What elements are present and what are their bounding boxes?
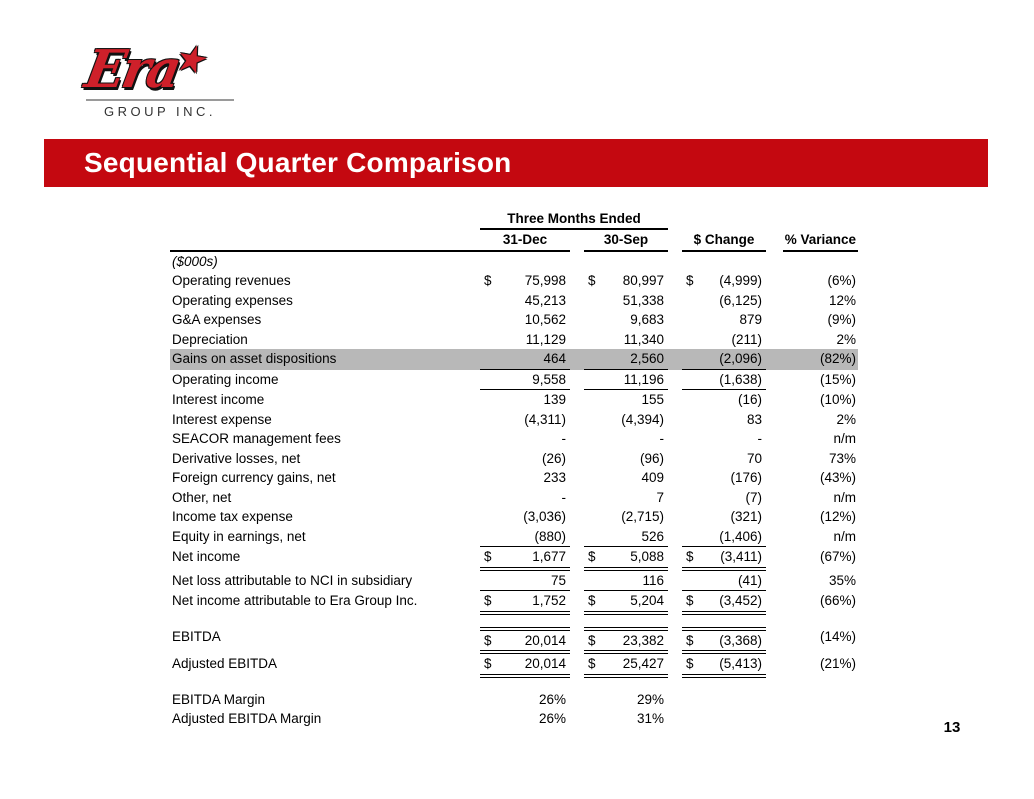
row-label: EBITDA (172, 628, 221, 644)
value-text: 80,997 (622, 273, 664, 288)
cell-value (480, 654, 570, 678)
cell-variance: n/m (833, 528, 856, 544)
col-gap (668, 709, 682, 729)
dollar-sign: $ (686, 593, 694, 608)
value-text: - (757, 431, 762, 446)
col-gap (570, 429, 584, 449)
col-gap (668, 349, 682, 370)
cell-variance: (82%) (766, 349, 858, 370)
value-text: 5,204 (630, 593, 664, 608)
value-text: 11,196 (623, 371, 664, 387)
cell-value (584, 527, 668, 548)
value-text: - (561, 489, 566, 505)
cell-value (584, 330, 668, 350)
cell-value (584, 709, 668, 729)
cell-value (682, 330, 766, 350)
col-gap (570, 271, 584, 291)
col-gap (668, 271, 682, 291)
col-gap (668, 410, 682, 430)
cell-value (682, 390, 766, 410)
star-icon: ★ (171, 38, 210, 80)
cell-value (584, 654, 668, 678)
row-label: Net income (172, 549, 241, 564)
dollar-sign: $ (588, 632, 596, 648)
cell-variance: (67%) (819, 549, 856, 564)
cell-value (584, 410, 668, 430)
cell-value (682, 547, 766, 571)
col-gap (570, 571, 584, 592)
col-gap (570, 527, 584, 548)
value-text: 7 (656, 489, 664, 505)
cell-value (480, 271, 570, 291)
value-text: (176) (730, 470, 762, 485)
cell-value (480, 527, 570, 548)
page-title: Sequential Quarter Comparison (84, 147, 512, 178)
cell-value (682, 410, 766, 430)
cell-value (584, 690, 668, 710)
cell-value (480, 330, 570, 350)
row-spacer (170, 678, 858, 690)
col-gap (570, 507, 584, 527)
cell-value (480, 310, 570, 330)
col-gap (570, 310, 584, 330)
row-label: Equity in earnings, net (172, 528, 306, 544)
cell-value (480, 291, 570, 311)
cell-value (480, 370, 570, 391)
col-gap (668, 591, 682, 615)
value-text: 20,014 (524, 632, 566, 648)
value-text: 83 (746, 411, 762, 427)
row-label: Net income attributable to Era Group Inc. (172, 593, 418, 608)
row-label: Interest expense (172, 411, 272, 427)
cell-variance: 73% (828, 450, 856, 466)
row-label: SEACOR management fees (172, 431, 341, 446)
col-gap (668, 468, 682, 488)
cell-variance: (15%) (819, 371, 856, 387)
col-gap (668, 310, 682, 330)
row-label: Net loss attributable to NCI in subsidiary (172, 572, 413, 588)
cell-value (480, 591, 570, 615)
dollar-sign: $ (484, 273, 492, 288)
cell-variance: 2% (836, 411, 856, 427)
value-text: 1,677 (532, 549, 566, 564)
logo-subtitle: GROUP INC. (103, 104, 217, 119)
row-label: Income tax expense (172, 509, 293, 524)
row-label: EBITDA Margin (172, 691, 266, 707)
value-text: (1,638) (719, 371, 762, 387)
value-text: 51,338 (622, 292, 664, 308)
cell-variance: 12% (828, 292, 856, 308)
financial-table (170, 206, 858, 729)
cell-variance: (66%) (819, 593, 856, 608)
logo-brand-text: Era (80, 39, 184, 100)
col-gap (668, 370, 682, 391)
dollar-sign: $ (588, 593, 596, 608)
row-label: G&A expenses (172, 312, 262, 327)
row-label: Gains on asset dispositions (170, 349, 480, 370)
value-text: 139 (543, 392, 566, 407)
value-text: 26% (538, 691, 566, 707)
value-text: 11,340 (623, 331, 664, 347)
value-text: (7) (745, 489, 762, 505)
dollar-sign: $ (588, 273, 596, 288)
cell-value (480, 709, 570, 729)
cell-value (584, 571, 668, 592)
value-text: (3,452) (719, 593, 762, 608)
value-text: 10,562 (524, 312, 566, 327)
cell-value (480, 488, 570, 508)
cell-value (584, 390, 668, 410)
cell-variance: (9%) (827, 312, 856, 327)
col-header-31-dec: 31-Dec (480, 230, 570, 252)
col-gap (570, 330, 584, 350)
cell-value (584, 349, 668, 370)
value-text: 11,129 (525, 331, 566, 347)
cell-value (584, 488, 668, 508)
col-header-30-sep: 30-Sep (584, 230, 668, 252)
value-text: (96) (639, 450, 664, 466)
cell-value (480, 429, 570, 449)
value-text: 31% (636, 711, 664, 726)
value-text: 75 (550, 572, 566, 588)
cell-value (682, 571, 766, 592)
cell-value (584, 271, 668, 291)
cell-value (682, 370, 766, 391)
cell-value (682, 527, 766, 548)
dollar-sign: $ (686, 549, 694, 564)
cell-variance: (10%) (819, 392, 856, 407)
value-text: - (659, 431, 664, 446)
units-note: ($000s) (172, 253, 218, 269)
value-text: 116 (642, 572, 664, 588)
col-gap (668, 690, 682, 710)
value-text: 25,427 (622, 656, 664, 671)
col-gap (570, 349, 584, 370)
col-gap (668, 291, 682, 311)
row-label: Operating expenses (172, 292, 293, 308)
cell-value (682, 310, 766, 330)
col-gap (668, 571, 682, 592)
row-label: Derivative losses, net (172, 450, 301, 466)
row-label: Depreciation (172, 331, 248, 347)
dollar-sign: $ (686, 656, 694, 671)
cell-value (584, 291, 668, 311)
col-gap (570, 410, 584, 430)
cell-variance: n/m (833, 489, 856, 505)
cell-variance (766, 709, 858, 729)
dollar-sign: $ (686, 632, 694, 648)
col-gap (570, 690, 584, 710)
value-text: 2,560 (630, 351, 664, 366)
group-header: Three Months Ended (480, 206, 668, 230)
value-text: (3,411) (720, 549, 762, 564)
row-label: Adjusted EBITDA (172, 656, 278, 671)
row-label: Operating revenues (172, 273, 291, 288)
value-text: (4,999) (719, 273, 762, 288)
value-text: (41) (737, 572, 762, 588)
col-gap (570, 468, 584, 488)
cell-value (480, 349, 570, 370)
cell-variance: (14%) (819, 628, 856, 644)
cell-value (682, 690, 766, 710)
col-gap (668, 330, 682, 350)
cell-value (682, 271, 766, 291)
value-text: 879 (739, 312, 762, 327)
value-text: (26) (541, 450, 566, 466)
cell-value (584, 370, 668, 391)
dollar-sign: $ (484, 656, 492, 671)
col-gap (668, 654, 682, 678)
row-label: Other, net (172, 489, 232, 505)
era-logo (80, 38, 246, 119)
col-gap (668, 429, 682, 449)
cell-value (682, 429, 766, 449)
row-label: Foreign currency gains, net (172, 470, 336, 485)
value-text: 75,998 (524, 273, 566, 288)
value-text: (321) (730, 509, 762, 524)
value-text: (4,394) (621, 411, 664, 427)
cell-value (682, 627, 766, 655)
col-gap (570, 390, 584, 410)
value-text: 70 (746, 450, 762, 466)
col-gap (570, 709, 584, 729)
col-header-dollar-change: $ Change (682, 230, 766, 252)
dollar-sign: $ (484, 549, 492, 564)
logo-wordmark (80, 38, 250, 100)
value-text: (5,413) (719, 656, 762, 671)
col-gap (570, 291, 584, 311)
col-gap (668, 507, 682, 527)
value-text: (1,406) (719, 528, 762, 544)
col-header-percent-variance (766, 230, 858, 252)
cell-value (584, 468, 668, 488)
cell-variance: (43%) (819, 470, 856, 485)
value-text: (2,715) (621, 509, 664, 524)
dollar-sign: $ (484, 593, 492, 608)
value-text: (4,311) (524, 411, 566, 427)
cell-variance: (12%) (819, 509, 856, 524)
col-header-percent-variance-label: % Variance (783, 230, 858, 252)
dollar-sign: $ (588, 656, 596, 671)
value-text: (2,096) (719, 351, 762, 366)
cell-value (682, 709, 766, 729)
value-text: 23,382 (622, 632, 664, 648)
cell-value (682, 507, 766, 527)
value-text: 20,014 (524, 656, 566, 671)
value-text: 5,088 (630, 549, 664, 564)
cell-variance: 35% (828, 572, 856, 588)
value-text: 409 (641, 470, 664, 485)
cell-variance: (6%) (827, 273, 856, 288)
value-text: 1,752 (532, 593, 566, 608)
row-label: Interest income (172, 392, 265, 407)
value-text: 464 (543, 351, 566, 366)
cell-variance: n/m (833, 431, 856, 446)
title-banner (44, 139, 988, 187)
col-gap (668, 527, 682, 548)
cell-value (682, 291, 766, 311)
cell-value (584, 547, 668, 571)
col-gap (668, 449, 682, 469)
col-gap (570, 488, 584, 508)
row-label: Operating income (172, 371, 279, 387)
value-text: 9,558 (532, 371, 566, 387)
value-text: (6,125) (719, 292, 762, 308)
col-gap (570, 449, 584, 469)
dollar-sign: $ (588, 549, 596, 564)
value-text: 29% (636, 691, 664, 707)
dollar-sign: $ (484, 632, 492, 648)
cell-value (480, 410, 570, 430)
cell-value (682, 654, 766, 678)
cell-value (480, 449, 570, 469)
header-underline (170, 230, 480, 252)
value-text: (3,368) (719, 632, 762, 648)
col-gap (570, 654, 584, 678)
col-gap (668, 547, 682, 571)
cell-variance (766, 690, 858, 710)
col-gap (668, 488, 682, 508)
value-text: 9,683 (630, 312, 664, 327)
value-text: - (561, 431, 566, 446)
value-text: (880) (534, 528, 566, 544)
col-gap (668, 627, 682, 655)
cell-value (480, 507, 570, 527)
value-text: (211) (731, 331, 762, 347)
cell-value (682, 449, 766, 469)
col-gap (570, 591, 584, 615)
cell-value (480, 390, 570, 410)
value-text: 233 (543, 470, 566, 485)
cell-value (682, 488, 766, 508)
cell-value (682, 468, 766, 488)
cell-value (480, 690, 570, 710)
value-text: (16) (737, 392, 762, 407)
cell-value (682, 591, 766, 615)
cell-value (480, 468, 570, 488)
value-text: 45,213 (524, 292, 566, 308)
cell-value (480, 627, 570, 655)
value-text: 155 (641, 392, 664, 407)
row-label: Adjusted EBITDA Margin (172, 711, 322, 726)
cell-variance: 2% (836, 331, 856, 347)
cell-value (584, 627, 668, 655)
cell-value (480, 547, 570, 571)
value-text: (3,036) (523, 509, 566, 524)
cell-value (682, 349, 766, 370)
value-text: 26% (538, 711, 566, 726)
cell-value (584, 429, 668, 449)
col-gap (668, 390, 682, 410)
cell-value (584, 507, 668, 527)
col-gap (570, 627, 584, 655)
col-gap (570, 547, 584, 571)
cell-value (480, 571, 570, 592)
cell-value (584, 310, 668, 330)
value-text: 526 (641, 528, 664, 544)
row-spacer (170, 615, 858, 627)
dollar-sign: $ (686, 273, 694, 288)
page-number: 13 (943, 719, 961, 736)
cell-value (584, 591, 668, 615)
col-gap (570, 370, 584, 391)
cell-variance: (21%) (819, 656, 856, 671)
cell-value (584, 449, 668, 469)
